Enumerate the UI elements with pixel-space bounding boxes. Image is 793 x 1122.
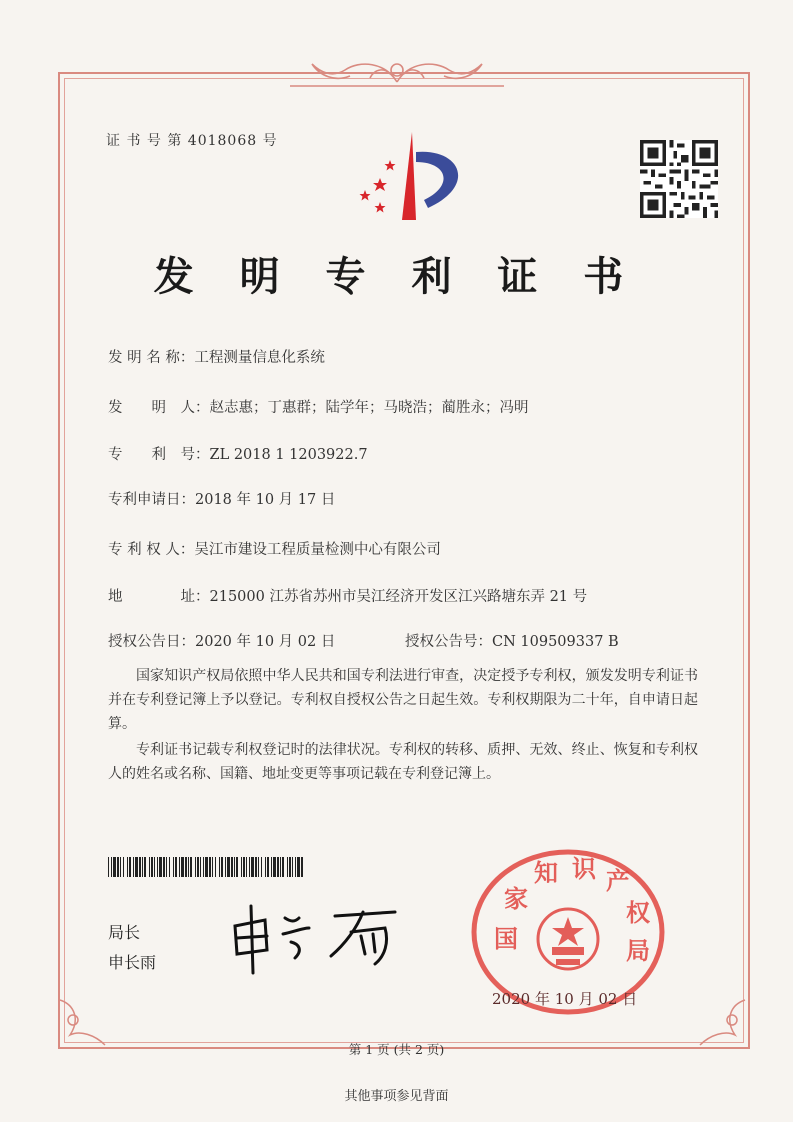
director-name: 申长雨 [108, 953, 157, 972]
svg-text:国: 国 [494, 925, 518, 953]
grant-date-field [108, 630, 335, 651]
patent-number-label: 专 利 号： [108, 447, 210, 463]
statement-paragraph-2: 专利证书记载专利权登记时的法律状况。专利权的转移、质押、无效、终止、恢复和专利权人的姓名或名称、国籍、地址变更等事项记载在专利登记簿上。 [108, 742, 698, 782]
patentee-value: 吴江市建设工程质量检测中心有限公司 [194, 542, 441, 558]
patent-number-field [108, 443, 368, 464]
grant-number-field [405, 630, 619, 651]
qr-code-icon [640, 140, 718, 218]
footer-note: 其他事项参见背面 [344, 1089, 449, 1104]
invention-name-value: 工程测量信息化系统 [194, 350, 325, 366]
patentee-field [108, 538, 441, 559]
svg-text:识: 识 [572, 855, 596, 883]
certificate-number: 证 书 号 第 4018068 号 [106, 133, 278, 149]
director-title: 局长 [108, 923, 141, 942]
address-value: 215000 江苏省苏州市吴江经济开发区江兴路塘东弄 21 号 [209, 589, 588, 605]
page-number: 第 1 页 (共 2 页) [348, 1042, 445, 1057]
inventors-field [108, 396, 529, 417]
inventors-value: 赵志惠；丁惠群；陆学年；马晓浩；蔺胜永；冯明 [209, 400, 529, 416]
invention-name-label: 发 明 名 称： [108, 350, 195, 366]
grant-number-value: CN 109509337 B [492, 634, 619, 650]
top-ornament [290, 52, 504, 92]
patentee-label: 专 利 权 人： [108, 542, 195, 558]
grant-date-value: 2020 年 10 月 02 日 [195, 634, 336, 650]
svg-text:家: 家 [504, 885, 528, 913]
seal-date: 2020 年 10 月 02 日 [492, 990, 638, 1008]
filing-date-label: 专利申请日： [108, 492, 195, 508]
statement-paragraph-1: 国家知识产权局依照中华人民共和国专利法进行审查，决定授予专利权，颁发发明专利证书并在专利登记簿上予以登记。专利权自授权公告之日起生效。专利权期限为二十年，自申请日起算。 [108, 668, 698, 732]
director-signature [225, 898, 405, 978]
filing-date-value: 2018 年 10 月 17 日 [195, 492, 336, 508]
svg-text:权: 权 [626, 899, 650, 927]
patent-number-value: ZL 2018 1 1203922.7 [209, 447, 368, 463]
address-field [108, 585, 587, 606]
svg-text:知: 知 [534, 859, 558, 887]
svg-text:局: 局 [626, 937, 650, 965]
grant-date-label: 授权公告日： [108, 634, 195, 650]
filing-date-field [108, 488, 335, 509]
cnipa-logo-icon [350, 130, 470, 230]
inventors-label: 发 明 人： [108, 400, 210, 416]
certificate-title: 发 明 专 利 证 书 [153, 253, 640, 300]
address-label: 地 址： [108, 589, 210, 605]
invention-name-field [108, 346, 325, 367]
barcode-icon [108, 857, 304, 877]
svg-text:产: 产 [606, 867, 630, 895]
grant-number-label: 授权公告号： [405, 634, 492, 650]
